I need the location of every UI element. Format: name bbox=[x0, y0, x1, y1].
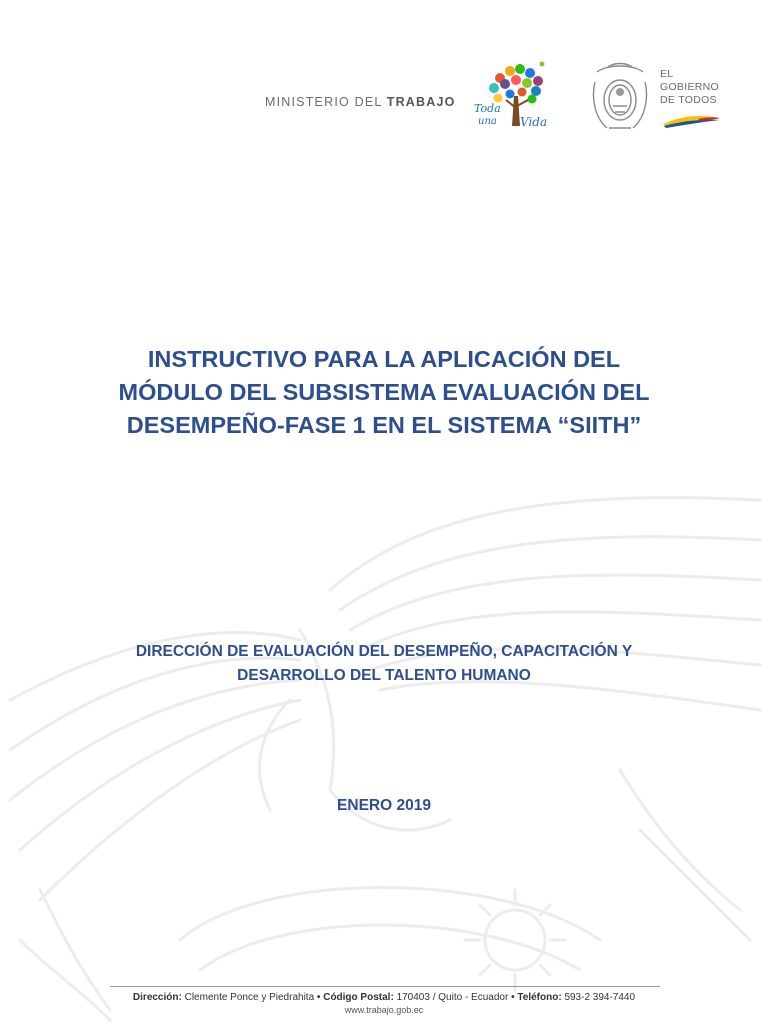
footer-address-line bbox=[84, 991, 684, 1004]
toda-una-vida-logo bbox=[470, 56, 560, 136]
direccion-value: Clemente Ponce y Piedrahita bbox=[184, 992, 315, 1003]
website-link[interactable]: www.trabajo.gob.ec bbox=[344, 1005, 424, 1015]
ministerio-del-trabajo-logo bbox=[265, 95, 456, 109]
ministerio-bold: TRABAJO bbox=[386, 95, 456, 109]
footer bbox=[84, 991, 684, 1017]
telefono-value: 593-2 394-7440 bbox=[564, 992, 636, 1003]
ministerio-prefix: MINISTERIO DEL bbox=[265, 95, 383, 109]
subtitle-line-2: DESARROLLO DEL TALENTO HUMANO bbox=[237, 667, 531, 684]
document-subtitle bbox=[84, 640, 684, 688]
svg-text:Vida: Vida bbox=[520, 115, 548, 129]
codigo-value: 170403 / Quito - Ecuador bbox=[396, 992, 509, 1003]
codigo-label: Código Postal: bbox=[323, 992, 394, 1003]
separator-1: • bbox=[316, 992, 321, 1003]
document-title bbox=[84, 343, 684, 442]
direccion-label: Dirección: bbox=[132, 992, 182, 1003]
svg-text:Toda: Toda bbox=[474, 102, 501, 115]
svg-text:una: una bbox=[478, 116, 497, 127]
subtitle-line-1: DIRECCIÓN DE EVALUACIÓN DEL DESEMPEÑO, CAPACITACIÓN Y bbox=[135, 643, 633, 660]
gobierno-line-3: DE TODOS bbox=[660, 94, 717, 106]
title-line-3: DESEMPEÑO-FASE 1 EN EL SISTEMA “SIITH” bbox=[126, 412, 642, 438]
gobierno-line-2: GOBIERNO bbox=[660, 81, 719, 93]
ecuador-coat-of-arms bbox=[587, 62, 653, 134]
gobierno-line-1: EL bbox=[660, 68, 674, 80]
title-line-1: INSTRUCTIVO PARA LA APLICACIÓN DEL bbox=[147, 346, 621, 372]
document-date: ENERO 2019 bbox=[337, 797, 431, 814]
telefono-label: Teléfono: bbox=[517, 992, 562, 1003]
gobierno-de-todos-logo bbox=[660, 68, 730, 134]
coat-of-arms-watermark bbox=[0, 470, 768, 1024]
flag-swoosh-icon bbox=[662, 114, 722, 128]
separator-2: • bbox=[511, 992, 515, 1003]
footer-divider bbox=[110, 986, 660, 987]
title-line-2: MÓDULO DEL SUBSISTEMA EVALUACIÓN DEL bbox=[118, 379, 650, 405]
